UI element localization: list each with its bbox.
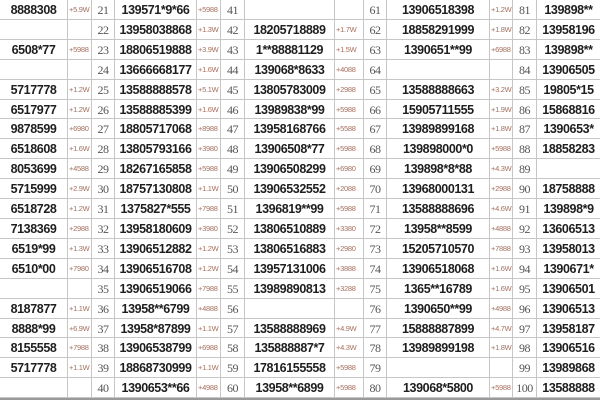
price-tag: +4988 — [490, 299, 513, 319]
phone-number: 13906538799 — [115, 338, 197, 358]
price-tag: +4088 — [335, 60, 364, 80]
row-index: 96 — [513, 299, 537, 319]
phone-number: 13958**6799 — [115, 299, 197, 319]
phone-number — [387, 60, 490, 80]
row-index: 63 — [364, 40, 387, 60]
row-index: 84 — [513, 60, 537, 80]
phone-number: 13906518398 — [387, 0, 490, 20]
row-index: 89 — [513, 159, 537, 179]
price-tag: +1.6W — [490, 259, 513, 279]
phone-number: 18757130808 — [115, 179, 197, 199]
row-index: 45 — [221, 80, 245, 100]
price-tag: +1.8W — [490, 119, 513, 139]
row-index: 67 — [364, 119, 387, 139]
price-tag: +3.2W — [490, 80, 513, 100]
phone-number: 8888308 — [0, 0, 68, 20]
row-index: 100 — [513, 378, 537, 398]
group-left-partial-price-column — [68, 0, 92, 398]
price-tag: +1.2W — [68, 80, 92, 100]
price-tag: +1.6W — [197, 60, 221, 80]
row-index: 78 — [364, 338, 387, 358]
price-tag: +1.6W — [197, 100, 221, 120]
price-tag: +4.9W — [335, 319, 364, 339]
price-tag: +4.7W — [490, 319, 513, 339]
row-index: 38 — [92, 338, 115, 358]
row-index: 86 — [513, 100, 537, 120]
price-tag: +1.2W — [68, 100, 92, 120]
row-index: 49 — [221, 159, 245, 179]
price-tag: +6980 — [335, 159, 364, 179]
phone-number: 13588888969 — [245, 319, 335, 339]
row-index: 21 — [92, 0, 115, 20]
price-tag — [335, 0, 364, 20]
phone-number: 139898*9 — [537, 199, 600, 219]
price-tag: +6980 — [68, 119, 92, 139]
price-tag: +4.3W — [490, 159, 513, 179]
price-tag: +3288 — [335, 279, 364, 299]
phone-number: 18858283 — [537, 139, 600, 159]
phone-number: 15888887899 — [387, 319, 490, 339]
row-index: 74 — [364, 259, 387, 279]
phone-number: 13805793166 — [115, 139, 197, 159]
phone-number: 1390653* — [537, 119, 600, 139]
price-tag — [68, 20, 92, 40]
row-index: 55 — [221, 279, 245, 299]
row-index: 94 — [513, 259, 537, 279]
phone-number: 13958038868 — [115, 20, 197, 40]
group-61-80 — [364, 0, 513, 398]
row-index: 46 — [221, 100, 245, 120]
row-index: 77 — [364, 319, 387, 339]
price-tag: +1.9W — [490, 100, 513, 120]
row-index: 97 — [513, 319, 537, 339]
price-tag: +4.3W — [335, 338, 364, 358]
price-tag: +2988 — [490, 179, 513, 199]
price-tag: +1.1W — [197, 358, 221, 378]
price-tag: +1.2W — [68, 199, 92, 219]
row-index: 22 — [92, 20, 115, 40]
row-index: 73 — [364, 239, 387, 259]
row-index: 26 — [92, 100, 115, 120]
row-index: 59 — [221, 358, 245, 378]
phone-number: 18858291999 — [387, 20, 490, 40]
phone-number: 17816155558 — [245, 358, 335, 378]
price-tag: +5.9W — [68, 0, 92, 20]
phone-number: 13958**6899 — [245, 378, 335, 398]
row-index: 56 — [221, 299, 245, 319]
price-tag: +4888 — [490, 219, 513, 239]
row-index: 82 — [513, 20, 537, 40]
row-index: 60 — [221, 378, 245, 398]
phone-number: 1390671* — [537, 259, 600, 279]
price-tag: +1.8W — [490, 338, 513, 358]
phone-number: 139068*5800 — [387, 378, 490, 398]
phone-number — [0, 279, 68, 299]
price-tag: +2988 — [68, 219, 92, 239]
price-tag: +7980 — [68, 259, 92, 279]
phone-number: 13806516883 — [245, 239, 335, 259]
row-index: 36 — [92, 299, 115, 319]
row-index: 75 — [364, 279, 387, 299]
price-tag: +2.9W — [68, 179, 92, 199]
phone-number: 1390650**99 — [387, 299, 490, 319]
row-index: 23 — [92, 40, 115, 60]
phone-number: 13906512882 — [115, 239, 197, 259]
row-index: 27 — [92, 119, 115, 139]
price-tag: +5988 — [335, 199, 364, 219]
phone-number: 13606513 — [537, 219, 600, 239]
price-tag: +5988 — [335, 139, 364, 159]
row-index: 72 — [364, 219, 387, 239]
price-tag: +1.1W — [68, 299, 92, 319]
row-index: 95 — [513, 279, 537, 299]
price-tag: +5.1W — [197, 80, 221, 100]
row-index: 30 — [92, 179, 115, 199]
phone-number: 8187877 — [0, 299, 68, 319]
row-index: 25 — [92, 80, 115, 100]
price-tag: +3980 — [197, 139, 221, 159]
price-tag: +4588 — [68, 159, 92, 179]
phone-number: 13989890813 — [245, 279, 335, 299]
price-tag: +1.5W — [335, 40, 364, 60]
phone-number: 8888*99 — [0, 319, 68, 339]
price-tag — [68, 60, 92, 80]
phone-number: 5717778 — [0, 80, 68, 100]
phone-number — [387, 358, 490, 378]
group-61-80-index-column — [364, 0, 387, 398]
row-index: 50 — [221, 179, 245, 199]
phone-number: 13666668177 — [115, 60, 197, 80]
price-tag: +5988 — [490, 378, 513, 398]
group-61-80-price-column — [490, 0, 513, 398]
row-index: 88 — [513, 139, 537, 159]
phone-number — [0, 378, 68, 398]
phone-number: 13588888663 — [387, 80, 490, 100]
phone-number: 13906519066 — [115, 279, 197, 299]
row-index: 37 — [92, 319, 115, 339]
price-tag: +1.6W — [490, 279, 513, 299]
phone-number: 1365**16789 — [387, 279, 490, 299]
phone-number: 1390651**99 — [387, 40, 490, 60]
phone-number: 13806510889 — [245, 219, 335, 239]
phone-number: 139898** — [537, 0, 600, 20]
group-21-40-price-column — [197, 0, 221, 398]
phone-number: 13906505 — [537, 60, 600, 80]
phone-number: 13906516 — [537, 338, 600, 358]
group-81-100-partial-phone-column — [537, 0, 600, 398]
phone-number: 13958**8599 — [387, 219, 490, 239]
row-index: 51 — [221, 199, 245, 219]
price-tag: +6988 — [197, 338, 221, 358]
price-tag: +5988 — [335, 378, 364, 398]
price-tag — [68, 378, 92, 398]
row-index: 48 — [221, 139, 245, 159]
phone-number: 139898000*0 — [387, 139, 490, 159]
phone-number: 15205710570 — [387, 239, 490, 259]
group-81-100-partial — [513, 0, 600, 398]
row-index: 33 — [92, 239, 115, 259]
group-41-60-price-column — [335, 0, 364, 398]
phone-number: 13906508*77 — [245, 139, 335, 159]
price-tag — [490, 60, 513, 80]
row-index: 93 — [513, 239, 537, 259]
price-tag: +1.6W — [68, 139, 92, 159]
phone-number: 6518728 — [0, 199, 68, 219]
row-index: 29 — [92, 159, 115, 179]
group-21-40-phone-column — [115, 0, 197, 398]
row-index: 41 — [221, 0, 245, 20]
row-index: 69 — [364, 159, 387, 179]
phone-number: 13805783009 — [245, 80, 335, 100]
row-index: 71 — [364, 199, 387, 219]
row-index: 47 — [221, 119, 245, 139]
price-tag: +1.1W — [68, 358, 92, 378]
price-tag: +7888 — [490, 239, 513, 259]
phone-number: 18805717068 — [115, 119, 197, 139]
phone-number: 139068*8633 — [245, 60, 335, 80]
row-index: 57 — [221, 319, 245, 339]
row-index: 31 — [92, 199, 115, 219]
phone-number: 13989868 — [537, 358, 600, 378]
phone-number: 6508*77 — [0, 40, 68, 60]
phone-number: 13989899168 — [387, 119, 490, 139]
group-81-100-partial-index-column — [513, 0, 537, 398]
phone-number: 13906532552 — [245, 179, 335, 199]
price-tag: +3980 — [197, 219, 221, 239]
phone-number: 13958187 — [537, 319, 600, 339]
phone-number: 8053699 — [0, 159, 68, 179]
phone-number: 13588888 — [537, 378, 600, 398]
phone-number: 18868730999 — [115, 358, 197, 378]
phone-number — [245, 299, 335, 319]
phone-number: 6517977 — [0, 100, 68, 120]
group-21-40-index-column — [92, 0, 115, 398]
row-index: 44 — [221, 60, 245, 80]
row-index: 98 — [513, 338, 537, 358]
row-index: 81 — [513, 0, 537, 20]
price-tag: +5588 — [335, 119, 364, 139]
row-index: 64 — [364, 60, 387, 80]
price-tag: +3888 — [335, 259, 364, 279]
group-41-60 — [221, 0, 364, 398]
row-index: 42 — [221, 20, 245, 40]
phone-number: 6519*99 — [0, 239, 68, 259]
price-tag: +2088 — [335, 179, 364, 199]
phone-number: 13906508299 — [245, 159, 335, 179]
phone-number: 6510*00 — [0, 259, 68, 279]
group-left-partial-phone-column — [0, 0, 68, 398]
price-tag: +1.2W — [197, 259, 221, 279]
row-index: 34 — [92, 259, 115, 279]
price-tag: +5988 — [490, 139, 513, 159]
price-tag: +7988 — [197, 199, 221, 219]
phone-number — [0, 60, 68, 80]
price-tag — [490, 358, 513, 378]
price-tag: +7988 — [197, 279, 221, 299]
phone-number: 135888887*7 — [245, 338, 335, 358]
row-index: 24 — [92, 60, 115, 80]
row-index: 79 — [364, 358, 387, 378]
phone-number: 1396819**99 — [245, 199, 335, 219]
phone-number: 18758888 — [537, 179, 600, 199]
phone-number: 18205718889 — [245, 20, 335, 40]
price-tag: +1.1W — [197, 319, 221, 339]
phone-number: 13906513 — [537, 299, 600, 319]
row-index: 43 — [221, 40, 245, 60]
phone-number: 5717778 — [0, 358, 68, 378]
phone-number: 5715999 — [0, 179, 68, 199]
price-tag: +4988 — [197, 378, 221, 398]
phone-number: 1390653**66 — [115, 378, 197, 398]
phone-number: 13906516708 — [115, 259, 197, 279]
row-index: 91 — [513, 199, 537, 219]
price-tag: +6.9W — [68, 319, 92, 339]
row-index: 40 — [92, 378, 115, 398]
phone-number: 7138369 — [0, 219, 68, 239]
price-tag: +1.2W — [490, 0, 513, 20]
price-tag: +4888 — [197, 299, 221, 319]
phone-number: 15868816 — [537, 100, 600, 120]
phone-number: 13958168766 — [245, 119, 335, 139]
price-tag: +5988 — [197, 0, 221, 20]
row-index: 85 — [513, 80, 537, 100]
row-index: 54 — [221, 259, 245, 279]
row-index: 53 — [221, 239, 245, 259]
phone-number: 139898*8*88 — [387, 159, 490, 179]
price-tag: +1.3W — [197, 20, 221, 40]
row-index: 87 — [513, 119, 537, 139]
price-tag: +6988 — [490, 40, 513, 60]
group-61-80-phone-column — [387, 0, 490, 398]
phone-number — [245, 0, 335, 20]
phone-number: 13906518068 — [387, 259, 490, 279]
price-tag — [68, 279, 92, 299]
price-tag: +3.9W — [197, 40, 221, 60]
price-tag: +5988 — [335, 100, 364, 120]
phone-number: 139898** — [537, 40, 600, 60]
row-index: 92 — [513, 219, 537, 239]
phone-number: 13588888578 — [115, 80, 197, 100]
phone-number: 1375827*555 — [115, 199, 197, 219]
price-tag: +4.6W — [490, 199, 513, 219]
phone-number: 13958196 — [537, 20, 600, 40]
phone-number: 8155558 — [0, 338, 68, 358]
phone-number: 9878599 — [0, 119, 68, 139]
row-index: 70 — [364, 179, 387, 199]
row-index: 39 — [92, 358, 115, 378]
row-index: 83 — [513, 40, 537, 60]
price-tag: +1.3W — [68, 239, 92, 259]
phone-number: 13968000131 — [387, 179, 490, 199]
row-index: 62 — [364, 20, 387, 40]
price-tag: +1.1W — [197, 179, 221, 199]
group-41-60-phone-column — [245, 0, 335, 398]
row-index: 76 — [364, 299, 387, 319]
phone-number: 13588885399 — [115, 100, 197, 120]
price-tag: +5988 — [335, 358, 364, 378]
price-tag: +8988 — [197, 119, 221, 139]
phone-number: 13958180609 — [115, 219, 197, 239]
phone-number: 15905711555 — [387, 100, 490, 120]
price-tag: +1.2W — [197, 239, 221, 259]
row-index: 66 — [364, 100, 387, 120]
row-index: 35 — [92, 279, 115, 299]
phone-number: 139571*9*66 — [115, 0, 197, 20]
phone-number: 13958*87899 — [115, 319, 197, 339]
phone-number: 13989899198 — [387, 338, 490, 358]
phone-number: 13989838*99 — [245, 100, 335, 120]
row-index: 28 — [92, 139, 115, 159]
phone-number: 13906501 — [537, 279, 600, 299]
row-index: 61 — [364, 0, 387, 20]
price-tag: +2988 — [335, 80, 364, 100]
price-tag: +5988 — [197, 159, 221, 179]
price-tag: +2980 — [335, 239, 364, 259]
row-index: 65 — [364, 80, 387, 100]
price-tag — [335, 299, 364, 319]
phone-number — [537, 159, 600, 179]
phone-number: 18806519888 — [115, 40, 197, 60]
phone-number: 13957131006 — [245, 259, 335, 279]
row-index: 32 — [92, 219, 115, 239]
row-index: 80 — [364, 378, 387, 398]
price-tag: +3380 — [335, 219, 364, 239]
group-left-partial — [0, 0, 92, 398]
row-index: 52 — [221, 219, 245, 239]
phone-number: 19805*15 — [537, 80, 600, 100]
price-tag: +1.8W — [490, 20, 513, 40]
phone-number: 1**88881129 — [245, 40, 335, 60]
row-index: 90 — [513, 179, 537, 199]
phone-number: 6518608 — [0, 139, 68, 159]
price-tag: +7988 — [68, 338, 92, 358]
group-41-60-index-column — [221, 0, 245, 398]
phone-number — [0, 20, 68, 40]
phone-number: 13588888696 — [387, 199, 490, 219]
price-tag: +1.7W — [335, 20, 364, 40]
price-tag: +5988 — [68, 40, 92, 60]
row-index: 99 — [513, 358, 537, 378]
phone-number: 13958013 — [537, 239, 600, 259]
phone-number: 18267165858 — [115, 159, 197, 179]
row-index: 68 — [364, 139, 387, 159]
row-index: 58 — [221, 338, 245, 358]
group-21-40 — [92, 0, 221, 398]
